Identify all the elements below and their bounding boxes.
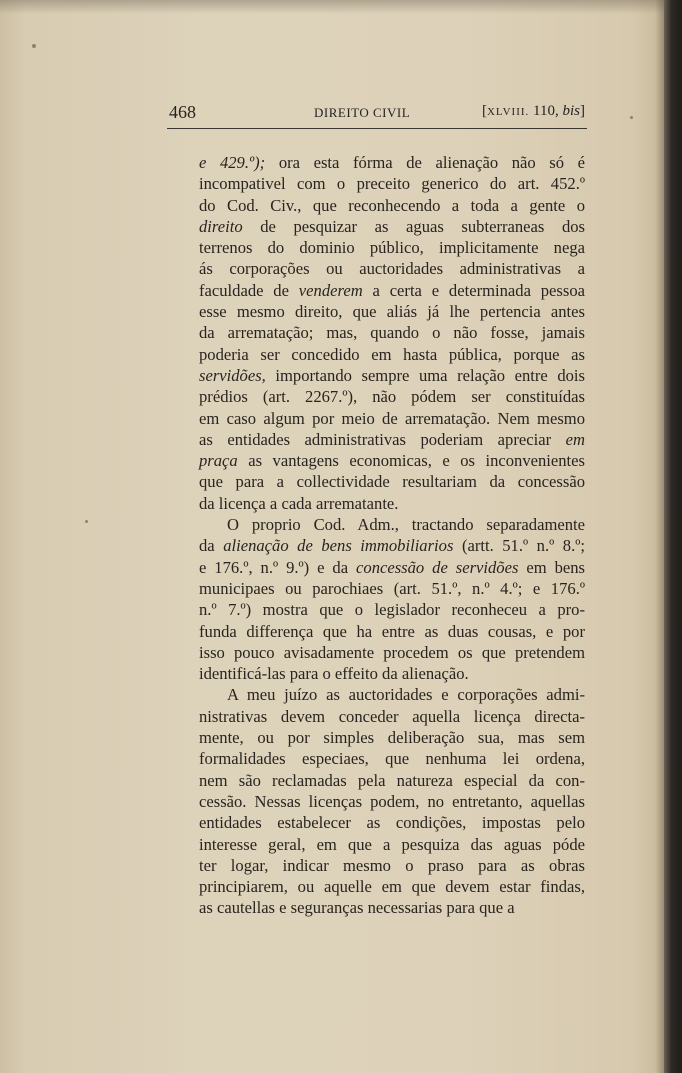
text-run: ora esta fórma de alienação não só é [278, 153, 585, 172]
text-line [199, 642, 585, 663]
text-line [199, 152, 585, 173]
text-run: em caso algum por meio de arrematação. Nem mesmo [199, 408, 585, 428]
text-line [199, 791, 585, 812]
page-edge [664, 0, 682, 1073]
section-number: 110, [529, 103, 563, 119]
body-text [199, 152, 585, 919]
text-line [199, 706, 585, 727]
italic-run: servidões, [199, 365, 266, 385]
text-line [199, 663, 585, 684]
text-run: de pesquizar as aguas subterraneas dos [242, 216, 585, 236]
text-run: as cautellas e seguranças necessarias para que a [199, 898, 515, 918]
text-run: e 176.º, n.º 9.º) e da [199, 557, 357, 577]
paper-spot [85, 520, 88, 523]
text-run: a certa e determinada pessoa [362, 280, 585, 300]
running-title: DIREITO CIVIL [314, 105, 411, 120]
italic-run: direito [199, 216, 243, 236]
text-line [199, 258, 585, 279]
text-run: mente, ou por simples deliberação sua, mas sem [199, 728, 585, 748]
text-line [199, 812, 585, 833]
top-shadow [0, 0, 664, 14]
text-run: em bens [518, 557, 585, 577]
text-run: n.º 7.º) mostra que o legislador reconheceu a pro- [199, 600, 585, 620]
text-line [199, 365, 585, 386]
text-run: que para a collectividade resultariam da concessão [199, 472, 585, 492]
text-run: esse mesmo direito, que aliás já lhe pertencia antes [199, 302, 585, 322]
text-run: terrenos do dominio público, implicitamente nega [199, 238, 585, 258]
text-run: ter logar, indicar mesmo o praso para as obras [199, 855, 585, 875]
header-rule [167, 128, 587, 129]
text-line [199, 429, 585, 450]
text-line [199, 684, 585, 705]
text-run: O proprio Cod. Adm., tractando separadamente [227, 515, 585, 535]
text-line [199, 557, 585, 578]
text-line [199, 897, 585, 918]
text-line [199, 621, 585, 642]
text-line [199, 195, 585, 216]
text-line [199, 770, 585, 791]
italic-run: venderem [298, 280, 363, 300]
text-run: da licença a cada arrematante. [199, 493, 399, 513]
text-line [199, 493, 585, 514]
text-run: incompativel com o preceito generico do art. 452.º [199, 174, 585, 194]
text-run: as vantagens economicas, e os inconvenientes [237, 451, 585, 471]
text-line [199, 514, 585, 535]
text-line [199, 876, 585, 897]
italic-run: praça [199, 451, 238, 471]
text-line [199, 301, 585, 322]
text-run: principiarem, ou aquelle em que devem estar findas, [199, 877, 585, 897]
text-line [199, 578, 585, 599]
text-line [199, 237, 585, 258]
text-run: isso pouco avisadamente procedem os que pretendem [199, 642, 585, 662]
italic-run: e 429.º); [199, 153, 279, 172]
text-line [199, 855, 585, 876]
italic-run: alienação de bens immobiliarios [223, 536, 454, 556]
section-close-bracket: ] [580, 103, 585, 119]
paper-spot [630, 116, 633, 119]
text-run: cessão. Nessas licenças podem, no entretanto, aquellas [199, 791, 585, 811]
text-run: as entidades administrativas poderiam apreciar [199, 429, 566, 449]
text-run: nistrativas devem conceder aquella licença directa- [199, 706, 585, 726]
text-line [199, 173, 585, 194]
italic-run: concessão de servidões [356, 557, 519, 577]
text-line [199, 727, 585, 748]
text-line [199, 599, 585, 620]
section-reference [482, 103, 585, 120]
text-line [199, 280, 585, 301]
text-line [199, 450, 585, 471]
text-run: nem são reclamadas pela natureza especial da con- [199, 770, 585, 790]
text-run: funda differença que ha entre as duas cousas, e por [199, 621, 585, 641]
text-run: importando sempre uma relação entre dois [265, 365, 585, 385]
text-run: do Cod. Civ., que reconhecendo a toda a gente o [199, 195, 585, 215]
text-run: poderia ser concedido em hasta pública, porque as [199, 344, 585, 364]
text-run: formalidades especiaes, que nenhuma lei ordena, [199, 749, 585, 769]
text-line [199, 344, 585, 365]
text-run: interesse geral, em que a pesquiza das aguas póde [199, 834, 585, 854]
text-run: entidades estabelecer as condições, impostas pelo [199, 813, 585, 833]
text-run: da [199, 536, 224, 556]
text-line [199, 408, 585, 429]
text-run: identificá-las para o effeito da alienação. [199, 664, 469, 684]
section-roman: XLVIII. [486, 106, 530, 118]
text-run: (artt. 51.º n.º 8.º; [453, 536, 585, 556]
page-number: 468 [169, 102, 196, 122]
text-run: ás corporações ou auctoridades administrativas a [199, 259, 585, 279]
italic-run: em [565, 429, 585, 449]
section-open-bracket: [ [481, 103, 487, 119]
text-line [199, 386, 585, 407]
text-run: prédios (art. 2267.º), não pódem ser constituídas [199, 387, 585, 407]
text-line [199, 322, 585, 343]
text-line [199, 834, 585, 855]
text-line [199, 471, 585, 492]
text-run: faculdade de [199, 280, 299, 300]
paper-spot [32, 44, 36, 48]
text-line [199, 216, 585, 237]
text-line [199, 535, 585, 556]
section-bis: bis [562, 103, 580, 119]
text-run: municipaes ou parochiaes (art. 51.º, n.º 4.º; e 176.º [199, 578, 585, 598]
text-line [199, 748, 585, 769]
text-run: da arrematação; mas, quando o não fosse, jamais [199, 323, 585, 343]
text-run: A meu juízo as auctoridades e corporações admi- [227, 685, 585, 705]
page-header [169, 102, 585, 124]
